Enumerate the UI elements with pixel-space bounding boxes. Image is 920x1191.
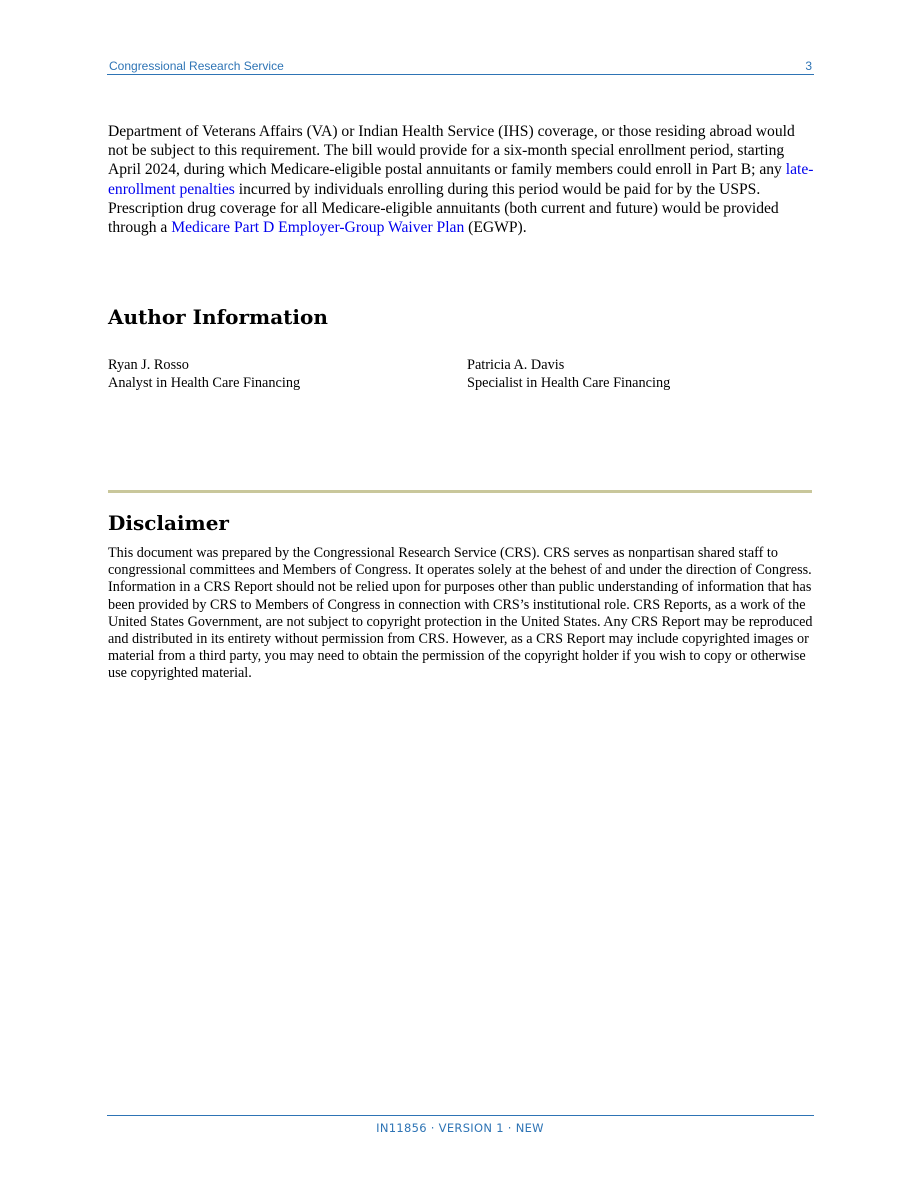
- late-enrollment-penalties-link[interactable]: late-enrollment penalties: [108, 161, 814, 198]
- author-block-davis: [467, 357, 670, 392]
- body-text-1: Department of Veterans Affairs (VA) or Indian Health Service (IHS) coverage, or those residing abroad would not be subject to this requirement. The bill would provide for a six-month special enrollment period, starting April 2024, during which Medicare-eligible postal annuitants or family members could enroll in Part B; any: [108, 123, 795, 179]
- author-name: Patricia A. Davis: [467, 357, 565, 373]
- author-block-rosso: [108, 357, 300, 392]
- footer-divider: [107, 1115, 814, 1116]
- disclaimer-text: This document was prepared by the Congressional Research Service (CRS). CRS serves as nonpartisan shared staff to congressional committees and Members of Congress. It operates solely at the behest of and under the direction of Congress. Information in a CRS Report should not be relied upon for purposes other than public understanding of information that has been provided by CRS to Members of Congress in connection with CRS’s institutional role. CRS Reports, as a work of the United States Government, are not subject to copyright protection in the United States. Any CRS Report may be reproduced and distributed in its entirety without permission from CRS. However, as a CRS Report may include copyrighted images or material from a third party, you may need to obtain the permission of the copyright holder if you wish to copy or otherwise use copyrighted material.: [108, 545, 813, 682]
- disclaimer-heading: Disclaimer: [108, 511, 229, 535]
- author-title: Analyst in Health Care Financing: [108, 374, 301, 391]
- body-paragraph: [108, 122, 814, 237]
- footer-label: IN11856 · VERSION 1 · NEW: [376, 1121, 544, 1135]
- author-information-heading: Author Information: [108, 305, 328, 329]
- author-name: Ryan J. Rosso: [108, 357, 189, 373]
- author-title: Specialist in Health Care Financing: [467, 374, 671, 391]
- section-divider: [108, 490, 812, 493]
- body-text-3: (EGWP).: [464, 219, 527, 237]
- page-header: [107, 58, 814, 75]
- page-number: 3: [805, 59, 812, 73]
- medicare-part-d-egwp-link[interactable]: Medicare Part D Employer-Group Waiver Plan: [171, 219, 465, 237]
- body-text-2: incurred by individuals enrolling during this period would be paid for by the USPS. Prescription drug coverage for all Medicare-eligible annuitants (both current and future) would be provided through a: [108, 180, 779, 237]
- header-source: Congressional Research Service: [109, 59, 284, 73]
